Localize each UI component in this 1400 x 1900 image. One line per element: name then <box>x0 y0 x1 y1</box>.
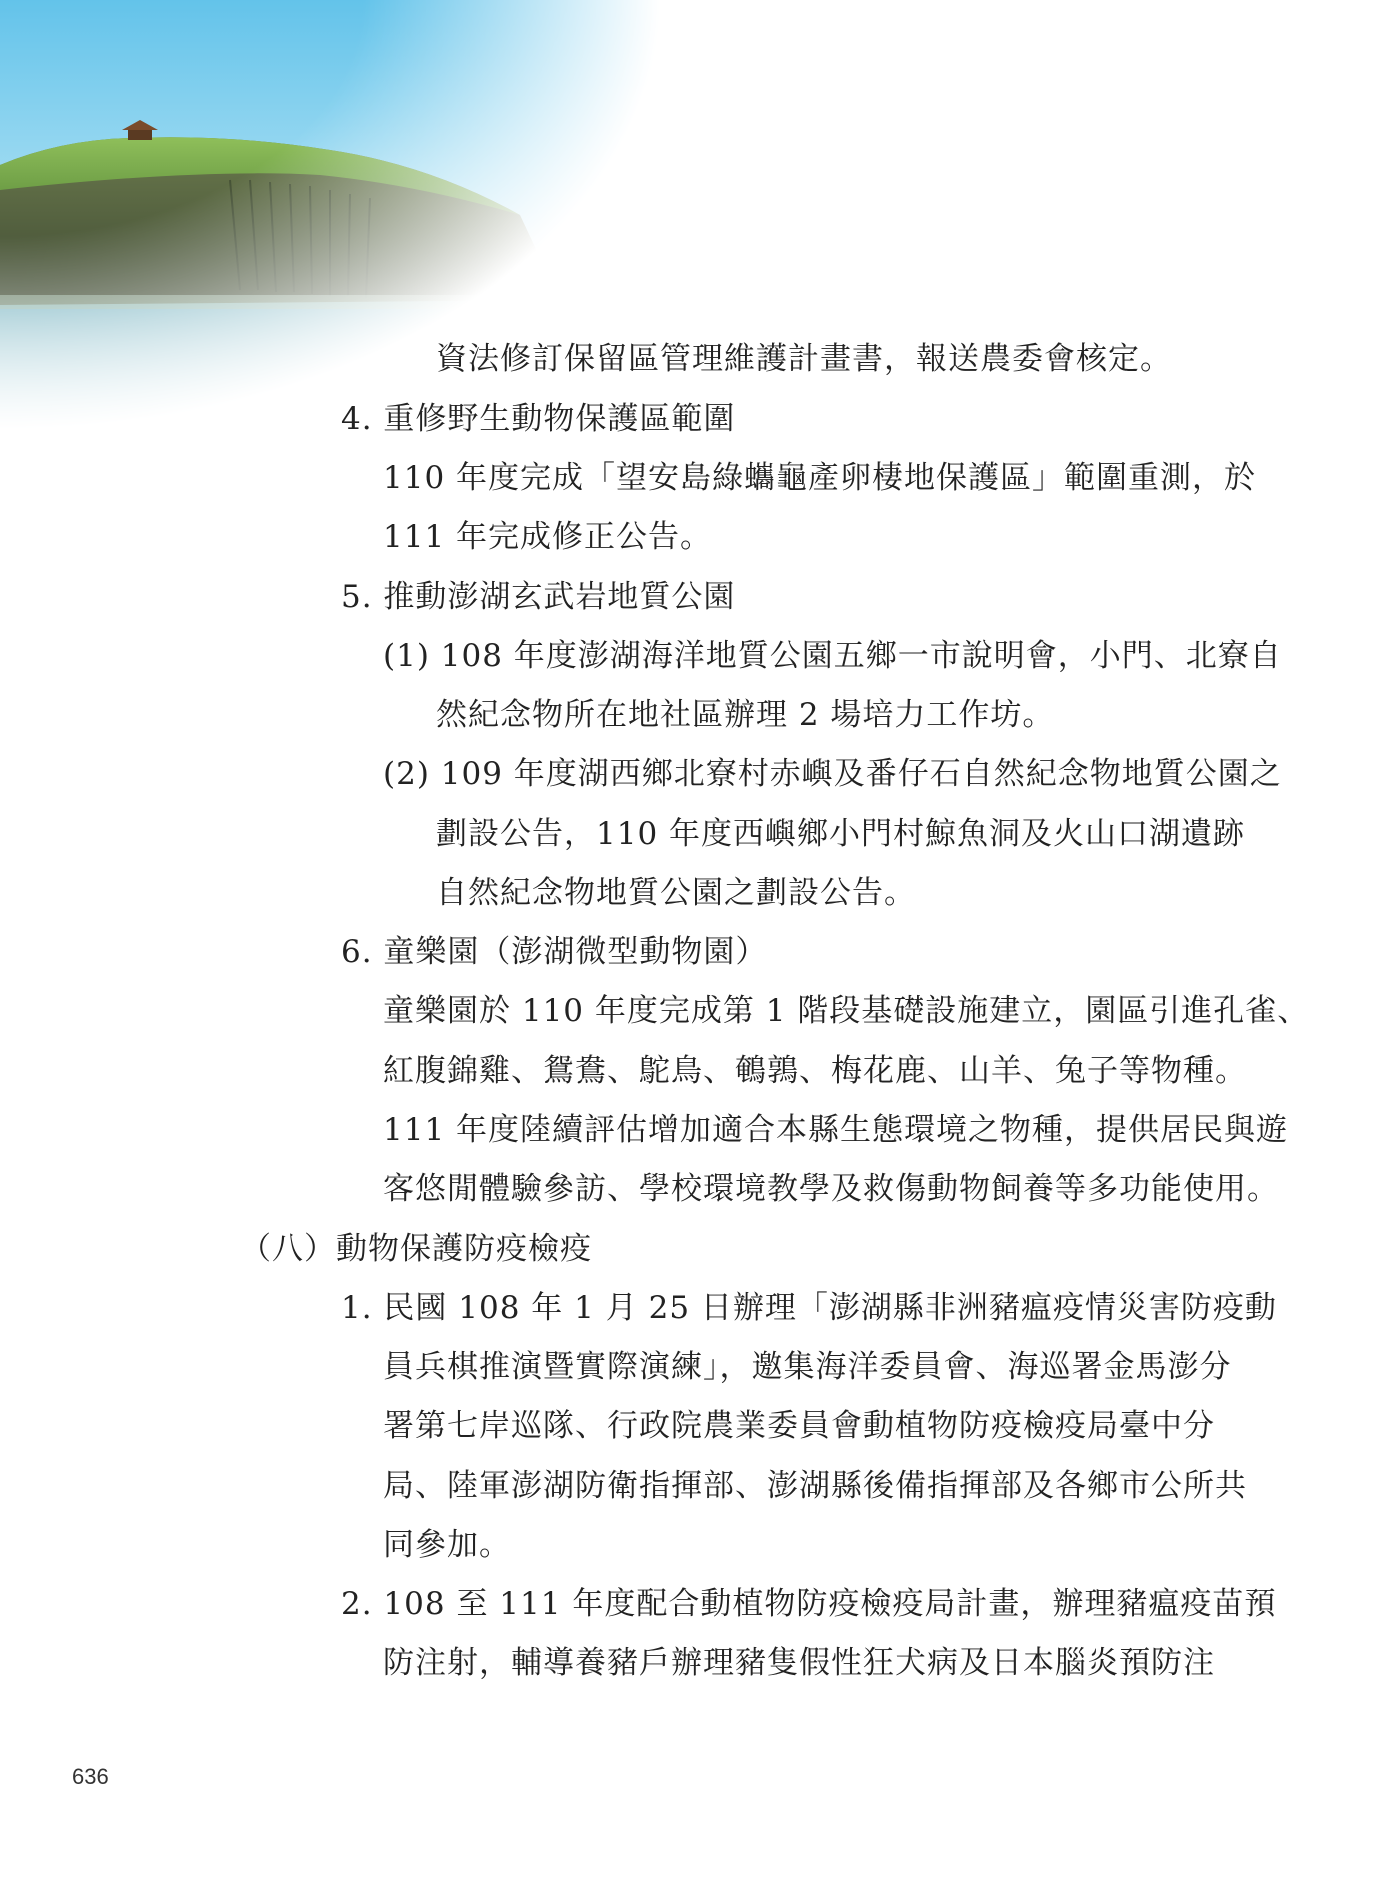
text-line: 童樂園於 110 年度完成第 1 階段基礎設施建立，園區引進孔雀、 <box>383 993 1310 1029</box>
section-heading: 2. 108 至 111 年度配合動植物防疫檢疫局計畫，辦理豬瘟疫苗預 <box>341 1586 1277 1622</box>
text-line: 自然紀念物地質公園之劃設公告。 <box>436 875 916 911</box>
text-line: 局、陸軍澎湖防衛指揮部、澎湖縣後備指揮部及各鄉市公所共 <box>383 1468 1247 1504</box>
text-line: 111 年度陸續評估增加適合本縣生態環境之物種，提供居民與遊 <box>383 1112 1289 1148</box>
text-line: 110 年度完成「望安島綠蠵龜產卵棲地保護區」範圍重測，於 <box>383 460 1257 496</box>
text-line: 然紀念物所在地社區辦理 2 場培力工作坊。 <box>436 697 1055 733</box>
text-line: 同參加。 <box>383 1527 511 1563</box>
text-line: 防注射，輔導養豬戶辦理豬隻假性狂犬病及日本腦炎預防注 <box>383 1645 1215 1681</box>
text-line: 紅腹錦雞、鴛鴦、鴕鳥、鵪鶉、梅花鹿、山羊、兔子等物種。 <box>383 1053 1247 1089</box>
text-line: (1) 108 年度澎湖海洋地質公園五鄉一市說明會，小門、北寮自 <box>383 638 1282 674</box>
section-heading: 4. 重修野生動物保護區範圍 <box>341 401 736 437</box>
text-line: (2) 109 年度湖西鄉北寮村赤嶼及番仔石自然紀念物地質公園之 <box>383 756 1282 792</box>
section-heading: 1. 民國 108 年 1 月 25 日辦理「澎湖縣非洲豬瘟疫情災害防疫動 <box>341 1290 1277 1326</box>
text-line: 署第七岸巡隊、行政院農業委員會動植物防疫檢疫局臺中分 <box>383 1408 1215 1444</box>
chapter-heading: （八）動物保護防疫檢疫 <box>240 1231 592 1267</box>
page-number: 636 <box>72 1764 109 1789</box>
text-line: 劃設公告，110 年度西嶼鄉小門村鯨魚洞及火山口湖遺跡 <box>436 816 1246 852</box>
section-heading: 5. 推動澎湖玄武岩地質公園 <box>341 579 736 615</box>
text-line: 客悠閒體驗參訪、學校環境教學及救傷動物飼養等多功能使用。 <box>383 1171 1279 1207</box>
section-heading: 6. 童樂園（澎湖微型動物園） <box>341 934 768 970</box>
text-line: 111 年完成修正公告。 <box>383 519 713 555</box>
text-line: 資法修訂保留區管理維護計畫書，報送農委會核定。 <box>436 341 1172 377</box>
text-line: 員兵棋推演暨實際演練」，邀集海洋委員會、海巡署金馬澎分 <box>383 1349 1232 1385</box>
